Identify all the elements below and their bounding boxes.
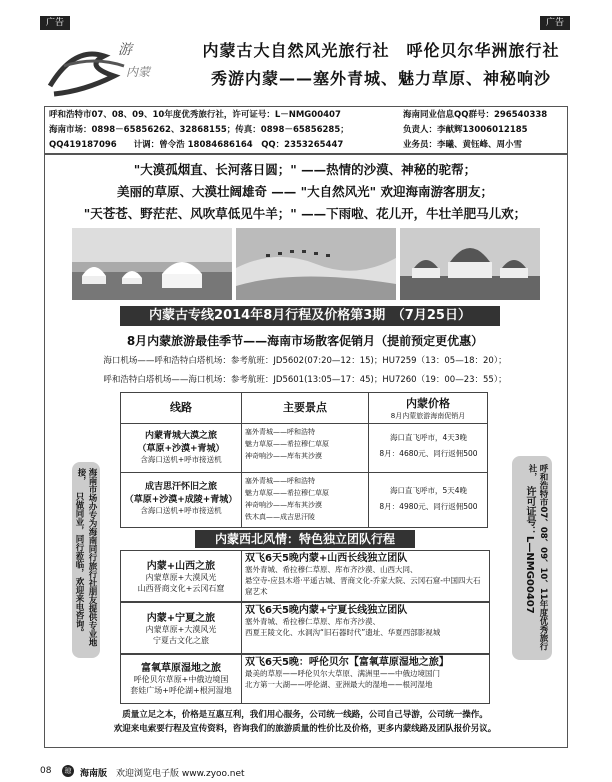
spot: 神奇响沙——库布其沙漠 [245, 452, 322, 460]
group-title: 双飞6天5晚内蒙+宁夏长线独立团队 [245, 605, 408, 616]
group-left [121, 551, 242, 601]
footer-url: 欢迎浏览电子版 www.zyoo.net [116, 769, 245, 779]
page-footer [0, 763, 612, 782]
agency-names: 内蒙古大自然风光旅行社 呼伦贝尔华洲旅行社 [202, 41, 560, 60]
group-title: 双飞6天5晚内蒙+山西长线独立团队 [245, 553, 408, 564]
ad-tag-left: 广告 [40, 16, 70, 30]
spot: 魅力草原——希拉穆仁草原 [245, 440, 329, 448]
left-side-note [72, 462, 100, 658]
group-desc: 套娃广场+呼伦湖+根河湿地 [130, 686, 232, 695]
table-row-2-spots [245, 475, 367, 523]
info-right-3: 业务员：李曦、黄钰峰、周小雪 [403, 140, 523, 150]
info-right-1: 海南同业信息QQ群号：296540338 [403, 110, 548, 120]
route-note: 含海口送机+呼市接送机 [140, 506, 222, 515]
table-row-1-spots [245, 426, 367, 462]
group-line: 北方第一大湖——呼伦湖、亚洲最大的湿地——根河湿地 [245, 680, 433, 689]
row-divider [242, 472, 368, 473]
photo-yurts [72, 228, 232, 300]
th-spots: 主要景点 [242, 393, 369, 424]
group-left [121, 603, 242, 653]
agency-logo [44, 36, 164, 102]
info-left-2: 海南市场：0898－65856262、32868155；传真：0898－65856285； [49, 125, 349, 135]
right-side-note [512, 456, 552, 660]
group-left [121, 655, 242, 703]
price-line: 海口直飞呼市，4天3晚 [389, 433, 468, 442]
group-desc: 内蒙草原+大漠风光 [145, 625, 217, 634]
slogan: 秀游内蒙——塞外青城、魅力草原、神秘响沙 [210, 69, 551, 88]
group-line: 塞外青城、希拉穆仁草原、库布齐沙漠、 [245, 617, 380, 626]
closing-line-1: 质量立足之本，价格是互惠互利，我们用心服务，公司统一线路，公司自己导游，公司统一操作。 [122, 710, 488, 720]
svg-text:内蒙: 内蒙 [126, 65, 151, 79]
price-line: 8月：4980元、同行返佣500 [379, 502, 478, 511]
group-line: 最美的草原——呼伦贝尔大草原、满洲里——中俄边境国门 [245, 669, 440, 678]
route-note: 含海口送机+呼市接送机 [140, 455, 222, 464]
group-line: 悬空寺-应县木塔·平遥古城、晋商文化-乔家大院、云冈石窟-中国四大石窟艺术 [245, 576, 481, 596]
group-tour-3 [120, 654, 490, 704]
price-table [120, 392, 488, 528]
group-line: 塞外青城、希拉穆仁草原、库布齐沙漠、山西大同、 [245, 565, 418, 574]
left-note-1: 海南市场办专为海南同行旅行社朋友提供专业地接， [76, 468, 97, 647]
edition-name: 海南版 [80, 769, 108, 779]
spot: 塞外青城——呼和浩特 [245, 428, 315, 436]
flight-return: 呼和浩特白塔机场——海口机场：参考航班：JD5601(13:05—17：45)；HU7260（19：00—23：55）； [103, 375, 507, 385]
page-number: 08 [40, 766, 52, 776]
group-tour-1 [120, 550, 490, 602]
table-row-1-route [121, 424, 242, 473]
group-desc: 呼伦贝尔草原+中俄边境国 [133, 675, 229, 684]
closing-text [44, 708, 566, 736]
photo-desert [236, 228, 396, 300]
right-note-2: 许可证号：L—NMG00407 [524, 486, 535, 614]
poem-line-3: "天苍苍、野茫茫、风吹草低见牛羊；" ——下雨啦、花儿开，牛壮羊肥马儿欢； [83, 206, 527, 221]
group-desc: 山西晋商文化+云冈石窟 [137, 584, 225, 593]
route-type: （草原+沙漠+成陵+青城） [124, 495, 238, 505]
route-name: 成吉思汗怀旧之旅 [144, 482, 217, 492]
group-desc: 宁夏古文化之旅 [153, 636, 209, 645]
section-title-northwest: 内蒙西北风情：特色独立团队行程 [195, 530, 415, 548]
table-row-1-price [368, 424, 488, 473]
left-note-2: 只做同业，同行蒞临，欢迎来电咨询。 [74, 492, 84, 637]
group-name: 富氧草原湿地之旅 [141, 663, 221, 674]
info-right-2: 负责人：李献辉13006012185 [403, 125, 528, 135]
itinerary-banner: 内蒙古专线2014年8月行程及价格第3期 （7月25日） [120, 306, 500, 326]
right-note-1: 呼和浩特市07、08、09、10、11年度优秀旅行社， [527, 464, 548, 651]
spot: 魅力草原——希拉穆仁草原 [245, 489, 329, 497]
route-type: （草原+沙漠+青城） [137, 444, 225, 454]
group-name: 内蒙+山西之旅 [146, 561, 216, 572]
flight-outbound: 海口机场——呼和浩特白塔机场：参考航班：JD5602(07:20—12：15)；HU7259（13：05—18：20）； [103, 356, 507, 366]
th-price [369, 393, 487, 424]
info-left-1: 呼和浩特市07、08、09、10年度优秀旅行社，许可证号：L－NMG00407 [49, 110, 341, 120]
price-line: 8月：4680元、同行返佣500 [379, 449, 478, 458]
spot: 塞外青城——呼和浩特 [245, 477, 315, 485]
photo-mausoleum [400, 228, 540, 300]
poem-line-2: 美丽的草原、大漠壮阔雄奇 —— "大自然风光" 欢迎海南游客朋友； [116, 184, 494, 199]
info-left-3: QQ419187096 计调：曾令浩 18084686164 QQ：2353265447 [49, 140, 344, 150]
spot: 神奇响沙——库布其沙漠 [245, 501, 322, 509]
table-row-2-price [368, 473, 488, 527]
group-right [245, 657, 487, 690]
svg-text:游: 游 [118, 42, 132, 58]
price-line: 海口直飞呼市，5天4晚 [389, 486, 468, 495]
route-name: 内蒙青城大漠之旅 [144, 431, 217, 441]
closing-line-2: 欢迎来电索要行程及宣传资料，咨询我们的旅游质量的性价比及价格，更多内蒙线路及团队报价另议。 [113, 724, 497, 734]
ad-tag-right: 广告 [540, 16, 570, 30]
group-right [245, 605, 487, 638]
group-right [245, 553, 487, 597]
contact-info-box [44, 106, 568, 154]
group-title: 双飞6天5晚：呼伦贝尔【富氧草原湿地之旅】 [245, 657, 449, 668]
group-desc: 内蒙草原+大漠风光 [145, 573, 217, 582]
th-price-label: 内蒙价格 [406, 397, 450, 410]
th-route: 线路 [121, 393, 242, 424]
group-line: 西夏王陵文化、水洞沟“旧石器时代”遗址、华夏西部影视城 [245, 628, 441, 637]
group-tour-2 [120, 602, 490, 654]
group-name: 内蒙+宁夏之旅 [146, 613, 216, 624]
table-row-2-route [121, 473, 242, 527]
poem-line-1: "大漠孤烟直、长河落日圆；" ——热情的沙漠、神秘的驼帮； [133, 162, 477, 177]
edition-badge: 琼 [62, 765, 74, 777]
th-price-sub: 8月内蒙旅游海南促销月 [390, 412, 466, 420]
promo-subtitle: 8月内蒙旅游最佳季节——海南市场散客促销月（提前预定更优惠） [126, 334, 484, 348]
spot: 铁木真——成吉思汗陵 [245, 513, 315, 521]
